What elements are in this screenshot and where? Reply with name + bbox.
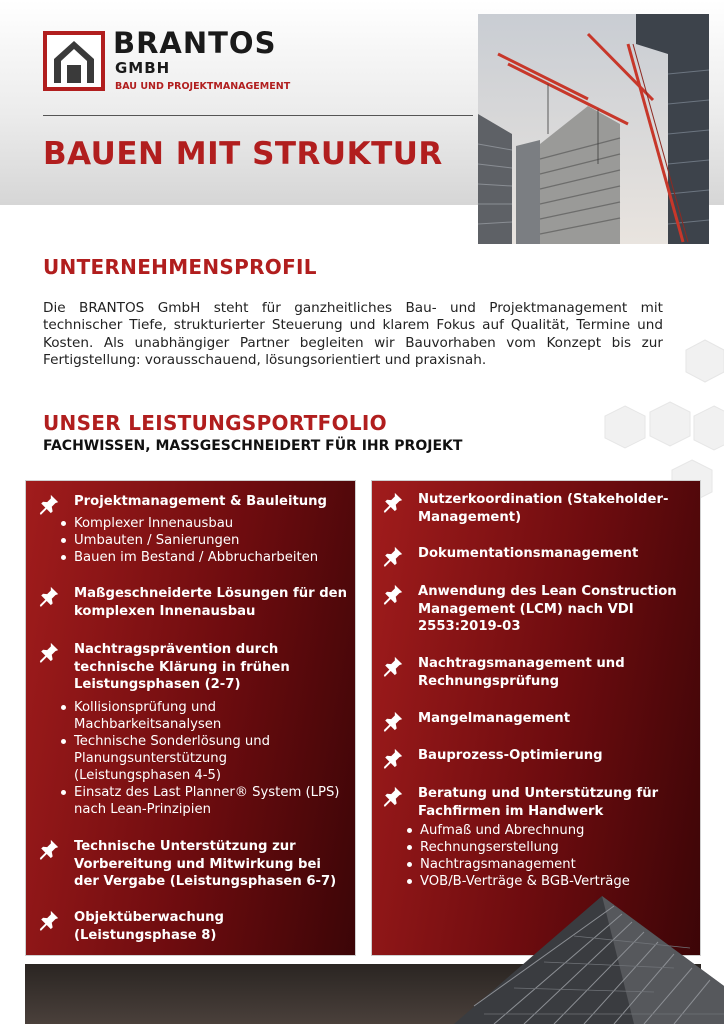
company-suffix: GMBH <box>115 59 171 77</box>
pushpin-icon <box>38 909 60 931</box>
service-title: Mangelmanagement <box>418 711 571 726</box>
company-tagline: BAU UND PROJEKTMANAGEMENT <box>115 81 291 92</box>
service-subitem: Umbauten / Sanierungen <box>74 532 344 549</box>
page-headline: BAUEN MIT STRUKTUR <box>43 136 443 172</box>
cranes-illustration <box>478 14 709 244</box>
pushpin-icon <box>38 641 60 663</box>
header-divider <box>43 115 473 116</box>
service-title: Beratung und Unterstützung für Fachfirmen im Handwerk <box>418 786 659 819</box>
service-subitem: Nachtragsmanagement <box>420 856 690 873</box>
pushpin-icon <box>382 710 404 732</box>
profile-text: Die BRANTOS GmbH steht für ganzheitliches Bau- und Projektmanagement mit technischer Tiefe, strukturierter Steuerung und klarem Fokus auf Qualität, Termine und Kosten. Als unabhängiger Partner begleiten wir Bauvorhaben vom Konzept bis zur Fertigstellung: vorausschauend, lösungsorientiert und praxisnah. <box>43 300 663 369</box>
service-sublist <box>404 822 690 890</box>
service-title: Dokumentationsmanagement <box>418 546 639 561</box>
pushpin-icon <box>382 785 404 807</box>
profile-title: UNTERNEHMENSPROFIL <box>43 255 317 279</box>
pushpin-icon <box>382 545 404 567</box>
service-title: Technische Unterstützung zur Vorbereitung und Mitwirkung bei der Vergabe (Leistungsphasen 6-7) <box>74 839 337 889</box>
services-panel-left <box>25 480 356 956</box>
service-title: Anwendung des Lean Construction Management (LCM) nach VDI 2553:2019-03 <box>418 584 677 634</box>
service-title: Objektüberwachung (Leistungsphase 8) <box>74 910 224 943</box>
services-panel-right <box>371 480 701 956</box>
pushpin-icon <box>38 493 60 515</box>
service-subitem: Einsatz des Last Planner® System (LPS) nach Lean-Prinzipien <box>74 784 344 818</box>
service-title: Projektmanagement & Bauleitung <box>74 494 327 509</box>
pushpin-icon <box>38 838 60 860</box>
service-title: Nutzerkoordination (Stakeholder-Management) <box>418 492 669 525</box>
service-title: Nachtragsmanagement und Rechnungsprüfung <box>418 656 625 689</box>
pushpin-icon <box>382 747 404 769</box>
house-outline-logo-icon <box>47 35 101 87</box>
service-title: Bauprozess-Optimierung <box>418 748 603 763</box>
service-subitem: Komplexer Innenausbau <box>74 515 344 532</box>
portfolio-title: UNSER LEISTUNGSPORTFOLIO <box>43 411 387 435</box>
company-name: BRANTOS <box>113 26 277 60</box>
pushpin-icon <box>382 583 404 605</box>
service-sublist <box>58 515 344 566</box>
service-sublist <box>58 699 344 818</box>
service-subitem: Technische Sonderlösung und Planungsunterstützung (Leistungsphasen 4-5) <box>74 733 344 784</box>
service-subitem: Rechnungserstellung <box>420 839 690 856</box>
logo-mark <box>43 31 105 91</box>
service-title: Maßgeschneiderte Lösungen für den komplexen Innenausbau <box>74 586 347 619</box>
service-subitem: Aufmaß und Abrechnung <box>420 822 690 839</box>
pushpin-icon <box>38 585 60 607</box>
service-subitem: Kollisionsprüfung und Machbarkeitsanalysen <box>74 699 344 733</box>
portfolio-subtitle: FACHWISSEN, MASSGESCHNEIDERT FÜR IHR PROJEKT <box>43 438 463 454</box>
service-title: Nachtragsprävention durch technische Klärung in frühen Leistungsphasen (2-7) <box>74 642 290 692</box>
service-subitem: VOB/B-Verträge & BGB-Verträge <box>420 873 690 890</box>
pushpin-icon <box>382 655 404 677</box>
pushpin-icon <box>382 491 404 513</box>
service-subitem: Bauen im Bestand / Abbrucharbeiten <box>74 549 344 566</box>
glass-tower-photo <box>454 896 724 1024</box>
construction-cranes-photo <box>478 14 709 244</box>
